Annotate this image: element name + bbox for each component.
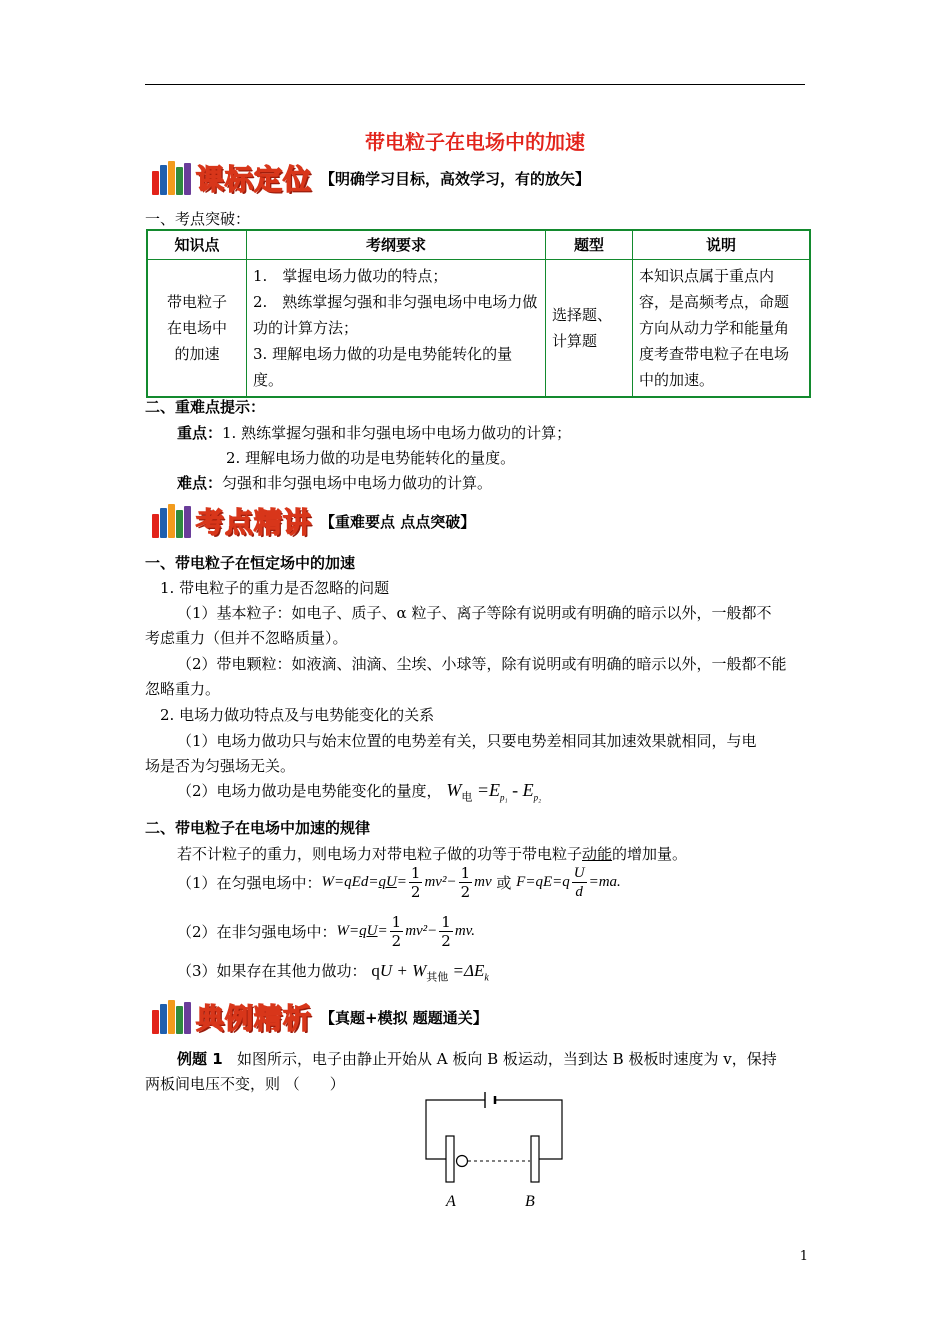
plate-a — [446, 1136, 454, 1182]
sec2-p1-underline: 动能 — [582, 845, 613, 863]
sec1-p2a: （1）基本粒子：如电子、质子、α 粒子、离子等除有说明或有明确的暗示以外，一般都不 — [177, 604, 772, 622]
banner-subtitle: 【明确学习目标，高效学习，有的放矢】 — [320, 169, 591, 188]
f2-label: （2）在非匀强电场中： — [177, 922, 337, 941]
sec2-heading: 二、带电粒子在电场中加速的规律 — [145, 819, 371, 837]
circuit-wire-right — [495, 1100, 562, 1159]
page-title: 带电粒子在电场中的加速 — [365, 130, 585, 154]
col-header-topic: 知识点 — [147, 230, 247, 260]
f1-expr: =ma. — [588, 873, 621, 890]
requirement-item: 1. 掌握电场力做功的特点； — [253, 267, 448, 285]
plate-a-label: A — [446, 1193, 456, 1210]
hard-text: 匀强和非匀强电场中电场力做功的计算。 — [222, 474, 493, 492]
f3-expr: qU + $W_{其他} =\Delta E_k$ — [371, 961, 489, 984]
banner-examples — [152, 997, 488, 1037]
f3-label: （3）如果存在其他力做功： — [177, 962, 367, 980]
banner-title: 课标定位 — [196, 163, 313, 196]
fraction: $\frac{1}{2}$ — [410, 863, 421, 901]
formula-other-forces — [177, 960, 489, 984]
key-text-1: 1. 熟练掌握匀强和非匀强电场中电场力做功的计算； — [222, 424, 572, 442]
hard-point — [177, 472, 492, 493]
sec1-p6-text: （2）电场力做功是电势能变化的量度， — [177, 782, 442, 800]
fraction: $\frac{1}{2}$ — [441, 912, 451, 950]
page-number: 1 — [799, 1249, 808, 1264]
f1-label: （1）在匀强电场中： — [177, 873, 322, 892]
section-heading-1: 一、考点突破： — [145, 210, 251, 228]
table-header-row — [147, 230, 810, 260]
banner-key-points — [152, 501, 475, 541]
sec1-p3b: 忽略重力。 — [145, 680, 221, 698]
knowledge-table — [146, 229, 811, 398]
cell-note: 本知识点属于重点内容，是高频考点，命题方向从动力学和能量角度考查带电粒子在电场中的加速。 — [633, 260, 811, 398]
example-1-line2: 两板间电压不变，则 （ ） — [145, 1075, 345, 1093]
sec2-p1-pre: 若不计粒子的重力，则电场力对带电粒子做的功等于带电粒子 — [177, 845, 583, 863]
sec1-heading: 一、带电粒子在恒定场中的加速 — [145, 554, 356, 572]
requirement-item: 3. 理解电场力做的功是电势能转化的量度。 — [253, 345, 513, 389]
fraction: $\frac{U}{d}$ — [573, 864, 585, 900]
f1-expr: mv²− — [424, 873, 457, 890]
header-rule — [145, 84, 805, 85]
sec1-p2b: 考虑重力（但并不忽略质量）。 — [145, 629, 348, 647]
cell-topic: 带电粒子在电场中的加速 — [147, 260, 247, 398]
col-header-requirements: 考纲要求 — [247, 230, 546, 260]
section-heading-2: 二、重难点提示： — [145, 398, 266, 416]
sec1-p6 — [177, 780, 541, 805]
col-header-type: 题型 — [546, 230, 633, 260]
f1-expr: mv — [474, 873, 492, 890]
banner-subtitle: 【真题+模拟 题题通关】 — [320, 1008, 488, 1027]
example-label: 例题 1 — [177, 1050, 223, 1068]
example-text-1: 如图所示，电子由静止开始从 A 板向 B 板运动，当到达 B 极板时速度为 v，保持 — [236, 1050, 777, 1068]
f2-expr: mv²− — [405, 922, 438, 939]
formula-nonuniform — [177, 907, 475, 955]
f2-expr: mv. — [454, 922, 475, 939]
key-point-2: 2. 理解电场力做的功是电势能转化的量度。 — [226, 449, 516, 467]
plate-b — [531, 1136, 539, 1182]
example-1-line1 — [177, 1048, 777, 1069]
f1-expr: F=qE=q — [516, 873, 570, 890]
books-icon — [152, 504, 192, 538]
circuit-diagram — [410, 1088, 570, 1213]
fraction: $\frac{1}{2}$ — [460, 863, 471, 901]
banner-course-positioning — [152, 158, 590, 198]
sec2-p1-post: 的增加量。 — [612, 845, 688, 863]
books-icon — [152, 1000, 192, 1034]
key-label: 重点： — [177, 424, 223, 442]
books-icon — [152, 161, 192, 195]
cell-type: 选择题、计算题 — [546, 260, 633, 398]
banner-title: 典例精析 — [196, 1002, 313, 1035]
cell-requirements — [247, 260, 546, 398]
col-header-note: 说明 — [633, 230, 811, 260]
sec1-p4: 2. 电场力做功特点及与电势能变化的关系 — [160, 706, 435, 724]
sec1-p3a: （2）带电颗粒：如液滴、油滴、尘埃、小球等，除有说明或有明确的暗示以外，一般都不能 — [177, 655, 787, 673]
plate-b-label: B — [525, 1193, 535, 1210]
f2-expr: W=qU= — [336, 922, 388, 939]
sec1-p5a: （1）电场力做功只与始末位置的电势差有关，只要电势差相同其加速效果就相同，与电 — [177, 732, 757, 750]
electron-icon — [457, 1156, 468, 1167]
requirement-item: 2. 熟练掌握匀强和非匀强电场中电场力做功的计算方法； — [253, 293, 538, 337]
formula-work-potential-energy: $W_电 =E_{p_1} - E_{p_2}$ — [446, 780, 542, 804]
fraction: $\frac{1}{2}$ — [391, 912, 402, 950]
hard-label: 难点： — [177, 474, 223, 492]
sec1-p5b: 场是否为匀强场无关。 — [145, 757, 296, 775]
circuit-wire-left — [426, 1100, 485, 1159]
sec1-p1: 1. 带电粒子的重力是否忽略的问题 — [160, 579, 390, 597]
banner-title: 考点精讲 — [196, 506, 313, 539]
f1-expr: W=qEd=qU= — [321, 873, 407, 890]
key-point-1 — [177, 422, 571, 443]
banner-subtitle: 【重难要点 点点突破】 — [320, 512, 476, 531]
formula-uniform: （1）在匀强电场中： W=qEd=qU= $\frac{1}{2}$ mv²− $\frac{1}{2}$ mv 或 F=qE=q $\frac{U}{d}$ =ma. — [177, 863, 621, 901]
table-row — [147, 260, 810, 398]
